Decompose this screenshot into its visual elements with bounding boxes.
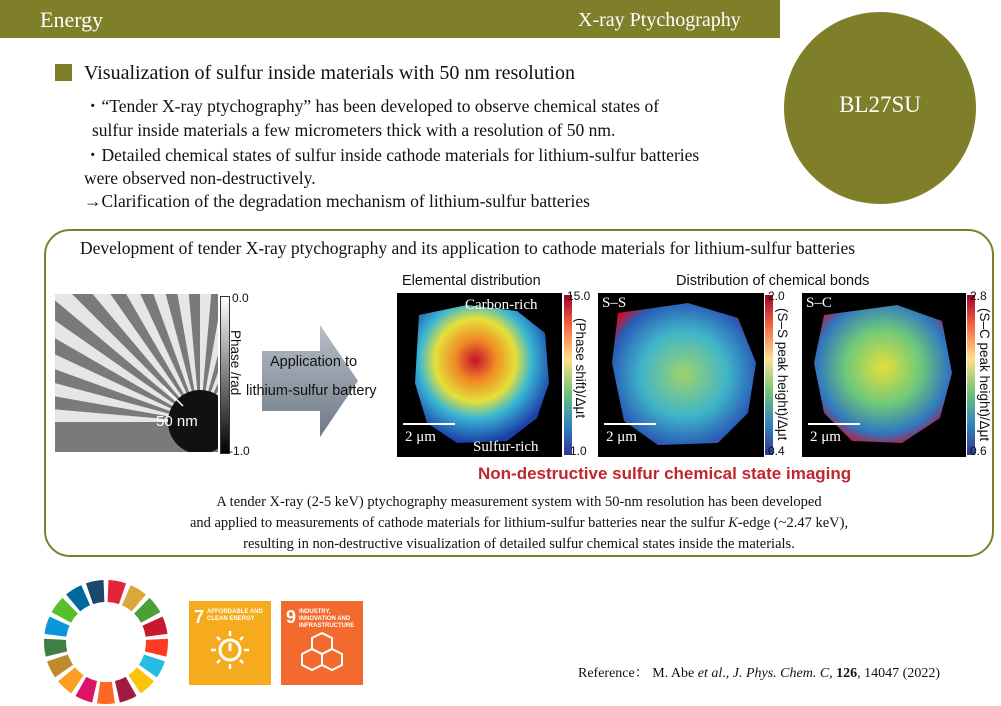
- caption-line-2: [44, 515, 994, 532]
- sulfur-rich-label: Sulfur-rich: [473, 439, 539, 455]
- sdg-wheel-segment: [97, 682, 115, 704]
- ss-cbar-min: 0.4: [768, 444, 785, 458]
- ss-cbar-max: 2.0: [768, 289, 785, 303]
- elemental-map: [397, 293, 562, 457]
- sdg-goal-7-text: AFFORDABLE AND CLEAN ENERGY: [207, 609, 263, 622]
- bullet-1-line-1: ・“Tender X-ray ptychography” has been developed to observe chemical states of: [84, 96, 660, 116]
- ss-map: [598, 293, 764, 457]
- elemental-cbar-label: (Phase shift)/Δμt: [573, 318, 588, 419]
- sc-cbar-min: 0.6: [970, 444, 987, 458]
- sun-power-icon: [209, 629, 251, 671]
- reference-volume: 126: [836, 666, 858, 681]
- phase-scale-label: 50 nm: [156, 413, 198, 430]
- caption-line-3: resulting in non-destructive visualization of detailed sulfur chemical states inside the materials.: [243, 536, 795, 552]
- caption-line-2-a: and applied to measurements of cathode materials for lithium-sulfur batteries near the sulfur: [189, 515, 729, 531]
- main-title: Visualization of sulfur inside materials with 50 nm resolution: [84, 62, 575, 84]
- reference-comma: ,: [829, 666, 837, 681]
- sc-colorbar: [967, 295, 975, 455]
- elemental-scale-bar: [403, 423, 455, 425]
- arrow-text-line-2: lithium-sulfur battery: [246, 383, 377, 399]
- sdg-wheel-segment: [145, 639, 168, 657]
- elemental-colorbar: [564, 295, 572, 455]
- reference-etal: et al: [697, 666, 723, 681]
- bonds-heading: Distribution of chemical bonds: [676, 273, 870, 289]
- red-caption: Non-destructive sulfur chemical state imaging: [478, 464, 852, 483]
- phase-image: [55, 294, 218, 452]
- bullet-2-line-1: ・Detailed chemical states of sulfur inside cathode materials for lithium-sulfur batteries: [84, 145, 700, 165]
- bullet-2-line-2: were observed non-destructively.: [84, 168, 316, 188]
- beamline-label: BL27SU: [839, 92, 921, 117]
- elemental-scale-label: 2 μm: [405, 429, 436, 445]
- caption-line-1: A tender X-ray (2-5 keV) ptychography measurement system with 50-nm resolution has been developed: [216, 494, 822, 510]
- sc-cbar-label: (S–C peak height)/Δμt: [977, 308, 992, 442]
- application-arrow-icon: [262, 325, 362, 437]
- ss-scale-label: 2 μm: [606, 429, 637, 445]
- sc-scale-bar: [808, 423, 860, 425]
- phase-cbar-min: -1.0: [229, 444, 250, 458]
- sdg-wheel-segment: [108, 580, 126, 604]
- phase-cbar-max: 0.0: [232, 291, 249, 305]
- figure-box-title: Development of tender X-ray ptychography and its application to cathode materials for lithium-sulfur batteries: [80, 238, 856, 258]
- sdg-wheel-icon: [42, 578, 170, 706]
- sdg-wheel-segment: [86, 580, 104, 604]
- caption-line-2-k: K: [728, 515, 738, 531]
- title-bullet-square: [55, 64, 72, 81]
- reference: [578, 662, 940, 682]
- technique-label: X-ray Ptychography: [578, 9, 741, 31]
- bullet-1-line-2: sulfur inside materials a few micrometers thick with a resolution of 50 nm.: [92, 120, 616, 140]
- sdg-goal-7-tile: [189, 601, 271, 685]
- sdg-goal-9-tile: [281, 601, 363, 685]
- sdg-wheel-segment: [44, 639, 67, 657]
- sdg-goal-9-text: INDUSTRY, INNOVATION AND INFRASTRUCTURE: [299, 609, 355, 629]
- arrow-text-line-1: Application to: [270, 354, 358, 370]
- ss-cbar-label: (S–S peak height)/Δμt: [775, 308, 790, 441]
- caption-line-2-b: -edge (~2.47 keV),: [737, 515, 849, 531]
- phase-cbar-label: Phase /rad: [228, 330, 243, 396]
- sc-scale-label: 2 μm: [810, 429, 841, 445]
- ss-colorbar: [765, 295, 773, 455]
- sc-map: [802, 293, 966, 457]
- cubes-icon: [299, 631, 345, 677]
- carbon-rich-label: Carbon-rich: [465, 297, 538, 313]
- category-label: Energy: [40, 7, 104, 32]
- ss-map-label: S–S: [602, 295, 627, 311]
- reference-pages: , 14047 (2022): [857, 666, 940, 681]
- elemental-cbar-min: 1.0: [570, 444, 587, 458]
- reference-sep: .,: [722, 666, 733, 681]
- sc-cbar-max: 2.8: [970, 289, 987, 303]
- reference-prefix: Reference： M. Abe: [578, 666, 698, 681]
- sc-map-label: S–C: [806, 295, 832, 311]
- sdg-goal-7-number: 7: [194, 607, 205, 627]
- conclusion-line: →Clarification of the degradation mechanism of lithium-sulfur batteries: [84, 191, 590, 211]
- sdg-goal-9-number: 9: [286, 607, 297, 627]
- ss-scale-bar: [604, 423, 656, 425]
- elemental-cbar-max: 15.0: [567, 289, 591, 303]
- reference-journal: J. Phys. Chem. C: [732, 666, 830, 681]
- elemental-heading: Elemental distribution: [402, 273, 541, 289]
